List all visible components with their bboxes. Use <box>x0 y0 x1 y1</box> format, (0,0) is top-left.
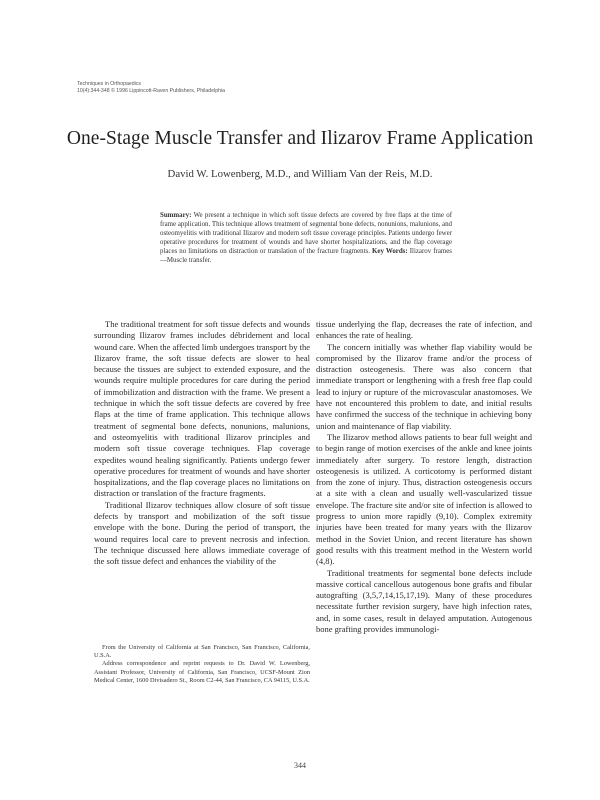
journal-volume-info: 10(4):344-348 © 1996 Lippincott-Raven Publishers, Philadelphia <box>77 87 226 94</box>
keywords-label: Key Words: <box>372 248 408 255</box>
body-paragraph: Traditional treatments for segmental bone defects include massive cortical cancellous autogenous bone grafts and fibular autografting (3,5,7,14,15,17,19). Many of these procedures necessitate further revision surgery, have high infection rates, and, in some cases, result in delayed amputation. Autogenous bone grafting provides immunologi- <box>316 567 532 635</box>
journal-name: Techniques in Orthopaedics <box>77 81 142 87</box>
summary-label: Summary: <box>160 212 192 219</box>
article-title: One-Stage Muscle Transfer and Ilizarov Frame Application <box>66 128 534 149</box>
keywords-text: Ilizarov frames—Muscle transfer. <box>160 248 452 264</box>
footnote-affiliation: From the University of California at San Francisco, San Francisco, California, U.S.A. <box>94 644 310 660</box>
journal-citation <box>77 81 377 94</box>
article-authors: David W. Lowenberg, M.D., and William Van der Reis, M.D. <box>167 168 433 180</box>
body-paragraph: Traditional Ilizarov techniques allow closure of soft tissue defects by transport and mobilization of the soft tissue envelope with the bone. During the period of transport, the wound requires local care to prevent necrosis and infection. The technique discussed here allows immediate coverage of the soft tissue defect and enhances the viability of the <box>94 499 310 567</box>
page-number: 344 <box>294 761 306 770</box>
body-paragraph: tissue underlying the flap, decreases the rate of infection, and enhances the rate of healing. <box>316 319 532 341</box>
body-column-right <box>316 319 532 635</box>
body-paragraph: The Ilizarov method allows patients to bear full weight and to begin range of motion exercises of the ankle and knee joints immediately after surgery. To restore length, distraction osteogenesis is utilized. A corticotomy is performed distant from the zone of injury. Thus, distraction osteogenesis occurs at a site with a clean and usually well-vascularized tissue envelope. The fracture site and/or site of infection is allowed to progress to union more rapidly (9,10). Complex extremity injuries have been treated for many years with the Ilizarov method in the Soviet Union, and recent literature has shown good results with this treatment method in the Western world (4,8). <box>316 431 532 567</box>
article-summary <box>160 211 452 265</box>
body-paragraph: The concern initially was whether flap viability would be compromised by the Ilizarov frame and/or the process of distraction osteogenesis. There was also concern that immediate transport or lengthening with a fresh free flap could lead to injury or rupture of the microvascular anastomoses. We have not encountered this problem to date, and initial results have confirmed the success of the technique in achieving bony union and maintenance of flap viability. <box>316 341 532 431</box>
body-column-left <box>94 319 310 568</box>
footnote-correspondence: Address correspondence and reprint requests to Dr. David W. Lowenberg, Assistant Professor, University of California, San Francisco, UCSF-Mount Zion Medical Center, 1600 Divisadero St., Room C2-44, San Francisco, CA 94115, U.S.A. <box>94 660 310 684</box>
affiliation-footnote <box>94 644 310 685</box>
body-paragraph: The traditional treatment for soft tissue defects and wounds surrounding Ilizarov frames includes débridement and local wound care. When the affected limb undergoes transport by the Ilizarov frame, the soft tissue defects are slower to heal because the tissues are subject to extended exposure, and the wounds require multiple procedures for care during the period of immobilization and distraction with the frame. We present a technique in which the soft tissue defects are covered by free flaps at the time of frame application. This technique allows treatment of segmental bone defects, nonunions, malunions, and osteomyelitis with traditional Ilizarov principles and modern soft tissue coverage techniques. Flap coverage expedites wound healing significantly. Patients undergo fewer operative procedures for treatment of wounds and have shorter hospitalizations, and the flap coverage places no limitations on distraction or translation of the fracture fragments. <box>94 319 310 499</box>
summary-text: We present a technique in which soft tissue defects are covered by free flaps at the time of frame application. This technique allows treatment of segmental bone defects, nonunions, malunions, and osteomyelitis with traditional Ilizarov and modern soft tissue coverage principles. Patients undergo fewer operative procedures for treatment of wounds and have shorter hospitalizations, and the flap coverage places no limitations on distraction or translation of the fracture fragments. <box>160 212 452 255</box>
